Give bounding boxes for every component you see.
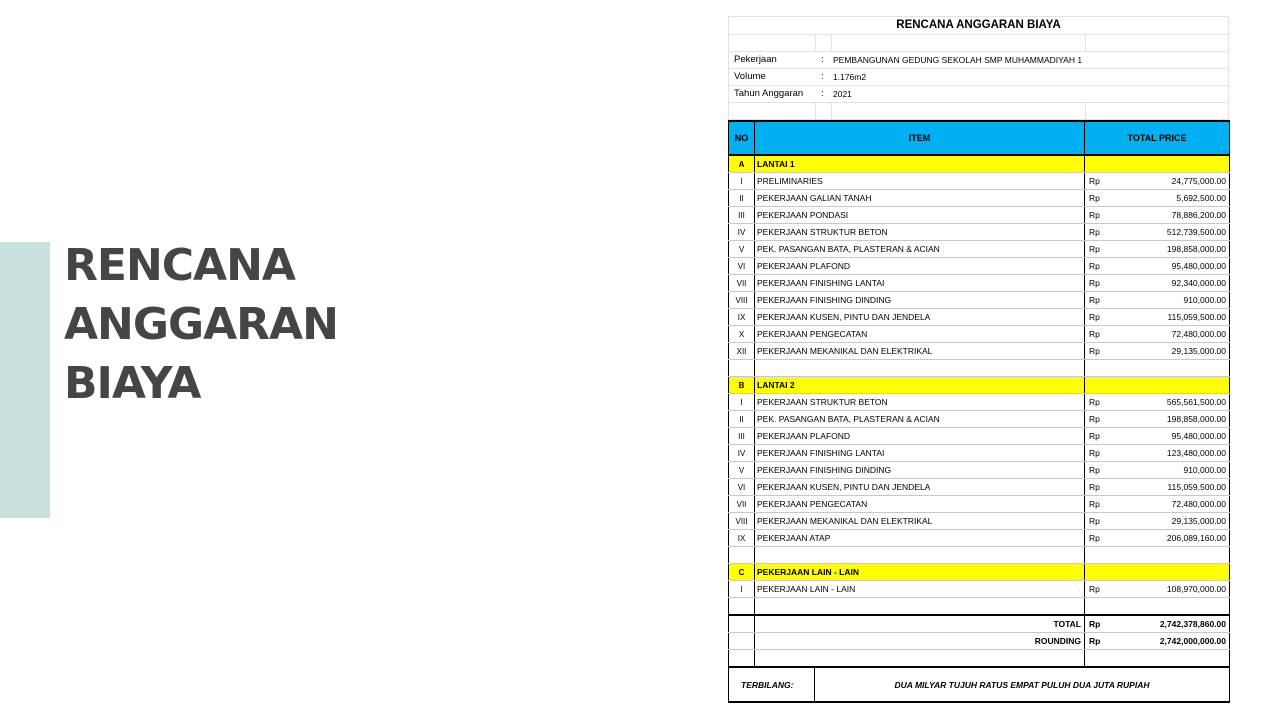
row-amount: 198,858,000.00 [1113,411,1230,428]
row-amount: 29,135,000.00 [1113,343,1230,360]
row-amount: 95,480,000.00 [1113,258,1230,275]
row-amount: 115,059,500.00 [1113,309,1230,326]
table-row [729,496,1230,513]
info-colon: : [821,88,824,99]
cell [729,598,755,616]
cell [1085,650,1230,668]
row-amount: 72,480,000.00 [1113,496,1230,513]
total-amount: 2,742,378,860.00 [1113,615,1230,633]
row-amount: 512,739,500.00 [1113,224,1230,241]
terbilang-label: TERBILANG: [729,667,815,702]
row-currency: Rp [1085,479,1113,496]
cell [1085,547,1230,564]
slide-title [64,236,338,413]
row-amount: 123,480,000.00 [1113,445,1230,462]
row-currency: Rp [1085,462,1113,479]
row-number: VIII [729,513,755,530]
header-item: ITEM [755,121,1085,155]
row-number: III [729,428,755,445]
row-item: PEKERJAAN KUSEN, PINTU DAN JENDELA [755,479,1085,496]
section-code: B [729,377,755,394]
row-number: IX [729,309,755,326]
table-row [729,309,1230,326]
table-row [729,445,1230,462]
table-row [729,411,1230,428]
section-code: A [729,155,755,173]
table-row [729,207,1230,224]
table-row [729,275,1230,292]
row-amount: 72,480,000.00 [1113,326,1230,343]
info-colon: : [821,54,824,65]
rounding-row [729,633,1230,650]
row-amount: 910,000.00 [1113,462,1230,479]
cell [729,615,755,633]
info-label: Volume [734,71,766,82]
row-number: VI [729,479,755,496]
row-amount: 95,480,000.00 [1113,428,1230,445]
row-currency: Rp [1085,326,1113,343]
total-label: ROUNDING [755,633,1085,650]
row-currency: Rp [1085,343,1113,360]
cell [755,598,1085,616]
table-header-row [729,121,1230,155]
section-row [729,377,1230,394]
row-number: IV [729,224,755,241]
table-row [729,530,1230,547]
info-label: Tahun Anggaran [734,88,804,99]
row-item: PEKERJAAN FINISHING DINDING [755,462,1085,479]
cell [729,633,755,650]
row-item: PEK. PASANGAN BATA, PLASTERAN & ACIAN [755,241,1085,258]
row-number: II [729,190,755,207]
cell [1085,598,1230,616]
section-row [729,155,1230,173]
row-number: III [729,207,755,224]
terbilang-words: DUA MILYAR TUJUH RATUS EMPAT PULUH DUA JUTA RUPIAH [815,667,1230,702]
row-currency: Rp [1085,530,1113,547]
row-amount: 910,000.00 [1113,292,1230,309]
row-item: PEKERJAAN KUSEN, PINTU DAN JENDELA [755,309,1085,326]
budget-table [728,120,1230,703]
table-row [729,326,1230,343]
total-label: TOTAL [755,615,1085,633]
row-item: PEKERJAAN FINISHING LANTAI [755,445,1085,462]
row-number: VIII [729,292,755,309]
section-code: C [729,564,755,581]
row-number: IX [729,530,755,547]
table-row [729,513,1230,530]
row-currency: Rp [1085,513,1113,530]
row-number: I [729,394,755,411]
row-number: V [729,462,755,479]
row-currency: Rp [1085,241,1113,258]
terbilang-row [729,667,1230,702]
row-currency: Rp [1085,224,1113,241]
table-row [729,258,1230,275]
row-currency: Rp [1085,292,1113,309]
row-item: PEKERJAAN PONDASI [755,207,1085,224]
row-item: PEKERJAAN GALIAN TANAH [755,190,1085,207]
total-amount: 2,742,000,000.00 [1113,633,1230,650]
total-currency: Rp [1085,633,1113,650]
row-amount: 92,340,000.00 [1113,275,1230,292]
row-amount: 565,561,500.00 [1113,394,1230,411]
row-currency: Rp [1085,411,1113,428]
table-row [729,343,1230,360]
row-currency: Rp [1085,207,1113,224]
row-amount: 115,059,500.00 [1113,479,1230,496]
row-item: PEKERJAAN STRUKTUR BETON [755,224,1085,241]
row-item: PEKERJAAN MEKANIKAL DAN ELEKTRIKAL [755,343,1085,360]
section-title: LANTAI 1 [755,155,1085,173]
blank-row [729,598,1230,616]
section-title: PEKERJAAN LAIN - LAIN [755,564,1085,581]
header-total-price: TOTAL PRICE [1085,121,1230,155]
table-row [729,462,1230,479]
row-amount: 206,089,160.00 [1113,530,1230,547]
section-title: LANTAI 2 [755,377,1085,394]
budget-sheet [728,16,1229,703]
table-row [729,394,1230,411]
slide-title-line: RENCANA [64,240,295,291]
accent-bar [0,242,50,518]
row-currency: Rp [1085,581,1113,598]
blank-row [729,360,1230,377]
row-number: I [729,173,755,190]
row-amount: 78,886,200.00 [1113,207,1230,224]
info-value: 2021 [833,89,852,99]
row-number: IV [729,445,755,462]
sheet-header [728,16,1229,120]
row-item: PRELIMINARIES [755,173,1085,190]
row-item: PEKERJAAN PENGECATAN [755,326,1085,343]
row-currency: Rp [1085,445,1113,462]
section-total-cell [1085,155,1230,173]
info-label: Pekerjaan [734,54,777,65]
slide-title-line: BIAYA [64,358,201,409]
table-row [729,479,1230,496]
row-amount: 29,135,000.00 [1113,513,1230,530]
row-currency: Rp [1085,309,1113,326]
blank-row [729,35,1228,52]
total-row [729,615,1230,633]
info-value: 1.176m2 [833,72,867,82]
blank-row [729,650,1230,668]
table-row [729,224,1230,241]
row-item: PEKERJAAN ATAP [755,530,1085,547]
row-item: PEKERJAAN FINISHING LANTAI [755,275,1085,292]
section-total-cell [1085,564,1230,581]
cell [755,547,1085,564]
row-currency: Rp [1085,190,1113,207]
section-total-cell [1085,377,1230,394]
row-number: XII [729,343,755,360]
row-item: PEKERJAAN PLAFOND [755,258,1085,275]
cell [729,547,755,564]
row-currency: Rp [1085,173,1113,190]
cell [755,360,1085,377]
sheet-title-row [729,16,1228,35]
info-value: PEMBANGUNAN GEDUNG SEKOLAH SMP MUHAMMADIYAH 1 [833,55,1083,65]
row-number: V [729,241,755,258]
total-currency: Rp [1085,615,1113,633]
table-row [729,581,1230,598]
blank-row [729,547,1230,564]
info-colon: : [821,71,824,82]
row-amount: 24,775,000.00 [1113,173,1230,190]
row-item: PEKERJAAN PLAFOND [755,428,1085,445]
row-amount: 5,692,500.00 [1113,190,1230,207]
table-row [729,241,1230,258]
row-number: VII [729,275,755,292]
cell [1085,360,1230,377]
section-row [729,564,1230,581]
row-number: X [729,326,755,343]
row-item: PEKERJAAN LAIN - LAIN [755,581,1085,598]
row-item: PEKERJAAN STRUKTUR BETON [755,394,1085,411]
cell [755,650,1085,668]
row-item: PEKERJAAN MEKANIKAL DAN ELEKTRIKAL [755,513,1085,530]
row-currency: Rp [1085,394,1113,411]
row-amount: 108,970,000.00 [1113,581,1230,598]
row-currency: Rp [1085,258,1113,275]
blank-row [729,103,1228,120]
row-item: PEKERJAAN PENGECATAN [755,496,1085,513]
table-row [729,173,1230,190]
header-no: NO [729,121,755,155]
table-row [729,190,1230,207]
row-number: VI [729,258,755,275]
info-row-volume [729,69,1228,86]
table-row [729,428,1230,445]
row-item: PEK. PASANGAN BATA, PLASTERAN & ACIAN [755,411,1085,428]
budget-table-body [729,121,1230,702]
row-number: I [729,581,755,598]
info-row-tahun [729,86,1228,103]
row-number: II [729,411,755,428]
cell [729,360,755,377]
table-row [729,292,1230,309]
row-currency: Rp [1085,275,1113,292]
cell [729,650,755,668]
row-currency: Rp [1085,496,1113,513]
row-amount: 198,858,000.00 [1113,241,1230,258]
slide-title-line: ANGGARAN [64,299,338,350]
row-number: VII [729,496,755,513]
info-row-pekerjaan [729,52,1228,69]
row-currency: Rp [1085,428,1113,445]
row-item: PEKERJAAN FINISHING DINDING [755,292,1085,309]
document-title: RENCANA ANGGARAN BIAYA [896,19,1061,31]
